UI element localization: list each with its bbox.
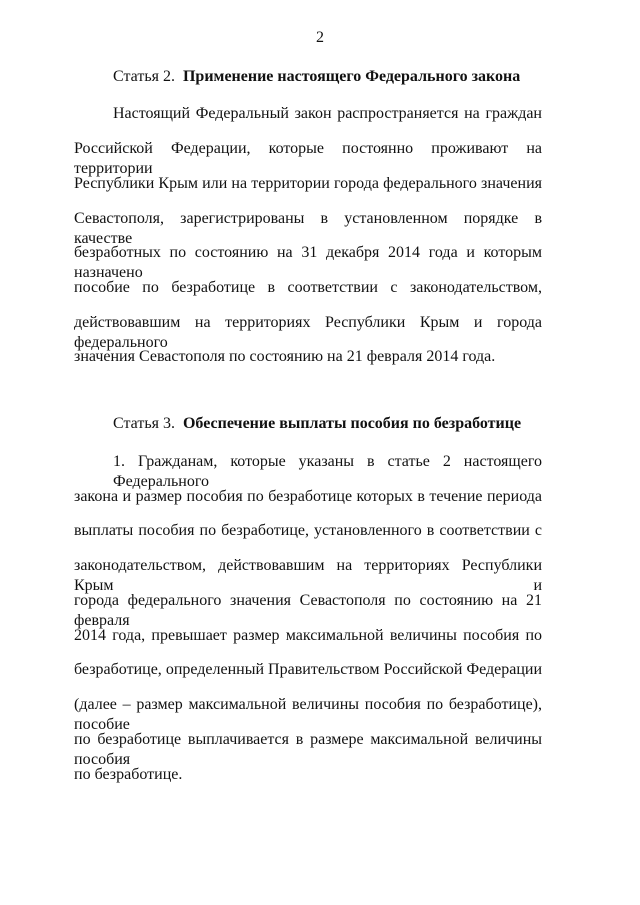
article-2-line: Российской Федерации, которые постоянно проживают на территории bbox=[74, 140, 542, 177]
article-3-line: закона и размер пособия по безработице которых в течение периода bbox=[74, 488, 542, 505]
article-3-line: 2014 года, превышает размер максимальной величины пособия по bbox=[74, 627, 542, 644]
article-3-heading bbox=[113, 414, 521, 434]
article-2-title: Применение настоящего Федерального закона bbox=[182, 68, 521, 85]
article-3-line: по безработице выплачивается в размере максимальной величины пособия bbox=[74, 731, 542, 768]
page-number: 2 bbox=[316, 29, 324, 46]
article-3-line: выплаты пособия по безработице, установленного в соответствии с bbox=[74, 522, 542, 539]
article-3-label: Статья 3. bbox=[113, 415, 175, 432]
article-3-line: законодательством, действовавшим на территориях Республики Крым и bbox=[74, 557, 542, 594]
article-3-line: города федерального значения Севастополя по состоянию на 21 февраля bbox=[74, 592, 542, 629]
article-3-line: (далее – размер максимальной величины пособия по безработице), пособие bbox=[74, 696, 542, 733]
article-2-line: пособие по безработице в соответствии с законодательством, bbox=[74, 279, 542, 296]
article-2-line: Севастополя, зарегистрированы в установленном порядке в качестве bbox=[74, 210, 542, 247]
article-3-line: безработице, определенный Правительством Российской Федерации bbox=[74, 661, 542, 678]
article-2-line: безработных по состоянию на 31 декабря 2014 года и которым назначено bbox=[74, 244, 542, 281]
article-3-title: Обеспечение выплаты пособия по безработице bbox=[182, 415, 522, 432]
article-2-line: Настоящий Федеральный закон распространяется на граждан bbox=[113, 105, 542, 122]
article-3-line: по безработице. bbox=[74, 766, 183, 783]
article-2-label: Статья 2. bbox=[113, 68, 175, 85]
article-2-line: Республики Крым или на территории города федерального значения bbox=[74, 175, 542, 192]
article-2-line: значения Севастополя по состоянию на 21 февраля 2014 года. bbox=[74, 348, 496, 365]
article-3-line: 1. Гражданам, которые указаны в статье 2 настоящего Федерального bbox=[113, 453, 542, 490]
article-2-heading bbox=[113, 67, 520, 87]
article-2-line: действовавшим на территориях Республики Крым и города федерального bbox=[74, 314, 542, 351]
